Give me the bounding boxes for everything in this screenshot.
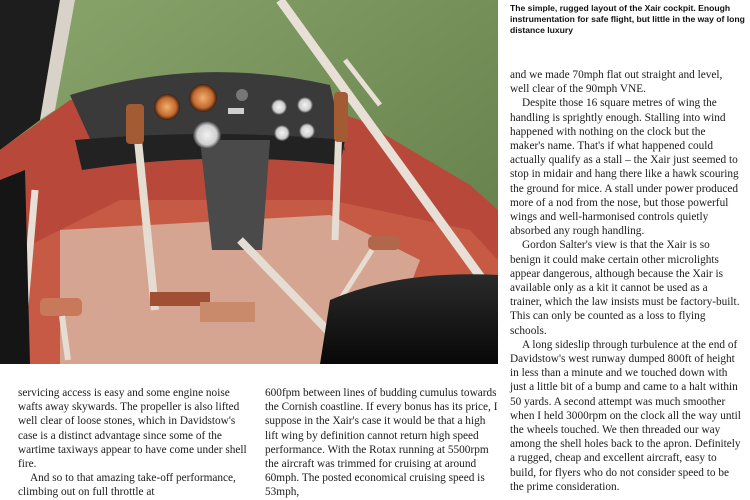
cockpit-photo [0,0,498,364]
paragraph: servicing access is easy and some engine noise wafts away skywards. The propeller is also lifted well clear of loose stones, which in Davidstow's case is a distinct advantage since some of the wartime taxiways appear to have come under shell fire. [18,387,247,471]
paragraph: And so to that amazing take-off performance, climbing out on full throttle at [18,472,236,499]
paragraph: A long sideslip through turbulence at the end of Davidstow's west runway dumped 800ft of height in less than a minute and we touched down with just a little bit of a bump and came to a halt within 50 yards. A second attempt was much smoother when I held 3000rpm on the clock all the way until the wheels touched. We then threaded our way among the shell holes back to the apron. Definitely a rugged, cheap and excellent aircraft, easy to build, for flyers who do not consider speed to be the prime consideration. [510,338,741,493]
paragraph [510,68,742,96]
right-text-column [510,68,742,494]
paragraph-end: . [643,83,646,96]
bottom-middle-text-column [265,386,501,500]
paragraph: Gordon Salter's view is that the Xair is so benign it could make certain other microlights appear dangerous, although because the Xair is available only as a kit it cannot be used as a trainer, which the law insists must be factory-built. This can only be counted as a loss to flying schools. [510,239,740,337]
paragraph: 600fpm between lines of budding cumulus towards the Cornish coastline. If every bonus has its price, I suppose in the Xair's case it would be that a high lift wing by definition cannot return high speed performance. With the Rotax running at 5500rpm the aircraft was trimmed for cruising at around 60mph. The posted economical cruising speed is 53mph, [265,387,498,499]
photo-caption: The simple, rugged layout of the Xair cockpit. Enough instrumentation for safe flight, but little in the way of long distance luxury [510,3,745,35]
paragraph-text: and we made 70mph flat out straight and level, well clear of the 90mph V [510,69,723,96]
bottom-left-text-column [18,386,254,500]
paragraph-subscript: NE [628,83,644,96]
paragraph: Despite those 16 square metres of wing the handling is sprightly enough. Stalling into wind happened with nothing on the clock but the maker's name. That's if what happened could actually qualify as a stall – the Xair just seemed to stop in midair and hang there like a hawk scouring the ground for mice. A stall under power produced more of a nod from the nose, but those powerful wings and well-harmonised controls quietly absorbed any rough handling. [510,97,739,238]
